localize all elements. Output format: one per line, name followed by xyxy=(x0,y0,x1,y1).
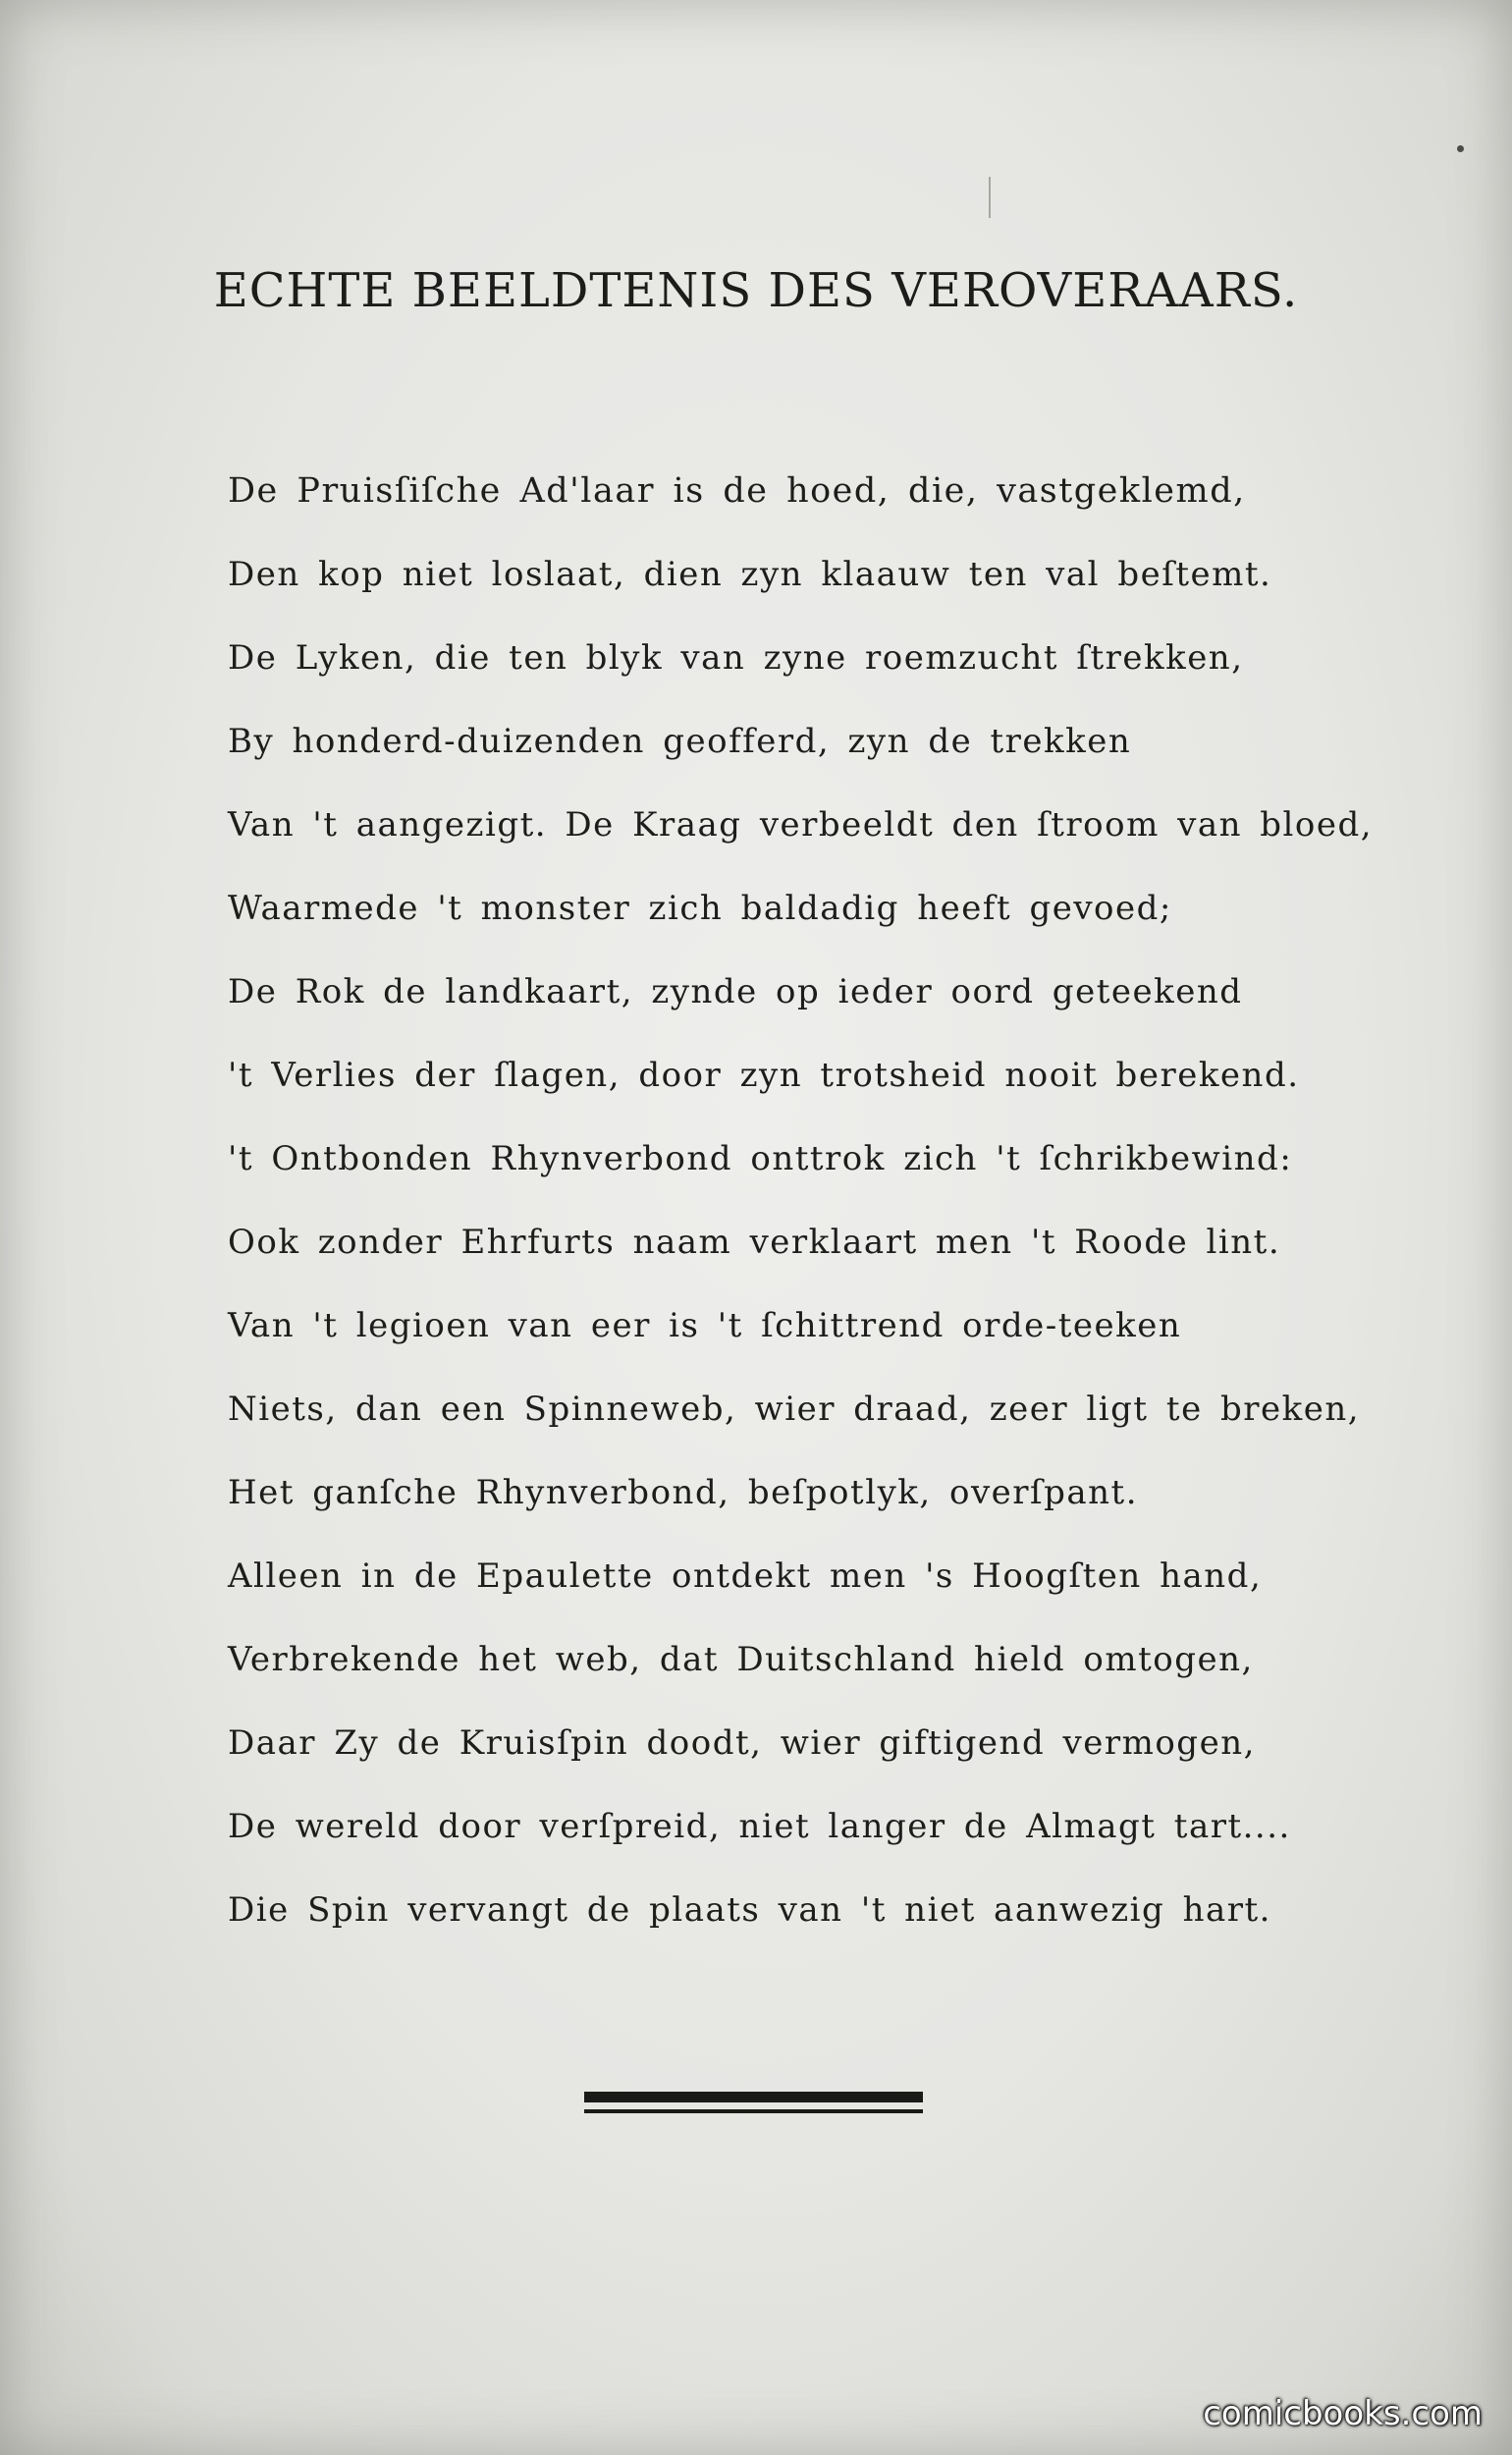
poem-line: Alleen in de Epaulette ontdekt men 's Hoogſten hand, xyxy=(228,1556,1263,1596)
poem-line: Niets, dan een Spinneweb, wier draad, zeer ligt te breken, xyxy=(228,1390,1361,1429)
paper-crease xyxy=(989,177,991,218)
poem-line: De Rok de landkaart, zynde op ieder oord geteekend xyxy=(228,972,1243,1011)
poem-line: Verbrekende het web, dat Duitschland hield omtogen, xyxy=(228,1640,1254,1679)
poem-line: Waarmede 't monster zich baldadig heeft gevoed; xyxy=(228,889,1172,928)
poem-line: Ook zonder Ehrfurts naam verklaart men 't Roode lint. xyxy=(228,1223,1281,1262)
poem-line: Daar Zy de Kruisſpin doodt, wier giftigend vermogen, xyxy=(228,1723,1256,1763)
page-title: ECHTE BEELDTENIS DES VEROVERAARS. xyxy=(213,263,1299,318)
poem-line: Den kop niet loslaat, dien zyn klaauw ten val beſtemt. xyxy=(228,555,1272,594)
rule-thick-line xyxy=(584,2092,923,2102)
poem-line: Het ganſche Rhynverbond, beſpotlyk, overſpant. xyxy=(228,1473,1139,1512)
poem-line: 't Ontbonden Rhynverbond onttrok zich 't ſchrikbewind: xyxy=(228,1139,1293,1178)
poem-line: By honderd-duizenden geofferd, zyn de trekken xyxy=(228,722,1132,761)
poem-line: De Pruisſiſche Ad'laar is de hoed, die, vastgeklemd, xyxy=(228,471,1246,511)
poem-line: Die Spin vervangt de plaats van 't niet aanwezig hart. xyxy=(228,1890,1271,1930)
ink-speck xyxy=(1457,145,1464,152)
rule-thin-line xyxy=(584,2109,923,2113)
poem-line: Van 't legioen van eer is 't ſchittrend orde-teeken xyxy=(228,1306,1182,1345)
poem-line: De Lyken, die ten blyk van zyne roemzucht ſtrekken, xyxy=(228,638,1244,678)
ornamental-rule xyxy=(584,2092,923,2113)
watermark: comicbooks.com xyxy=(1203,2394,1483,2433)
poem-line: Van 't aangezigt. De Kraag verbeeldt den ſtroom van bloed, xyxy=(228,805,1374,845)
poem-line: De wereld door verſpreid, niet langer de Almagt tart.... xyxy=(228,1807,1291,1846)
poem xyxy=(228,450,1374,1952)
poem-line: 't Verlies der ſlagen, door zyn trotsheid nooit berekend. xyxy=(228,1056,1300,1095)
